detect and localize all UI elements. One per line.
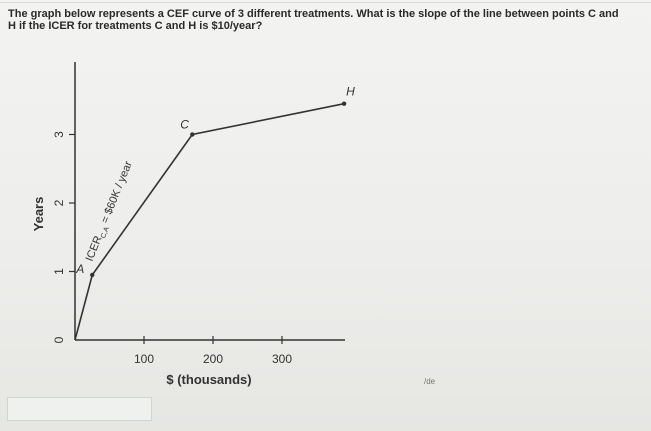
y-tick-label: 1	[52, 268, 66, 275]
y-tick-label: 2	[52, 199, 66, 207]
footer-text: /de	[424, 377, 436, 386]
icer-annotation	[84, 159, 137, 264]
cef-curve	[75, 101, 346, 340]
x-axis-title: $ (thousands)	[166, 372, 252, 387]
y-tick-label: 0	[52, 336, 66, 344]
y-tick-label: 3	[52, 131, 66, 138]
chart-labels	[31, 85, 355, 387]
point-a	[90, 273, 94, 277]
icer-annotation-value: = $60K / year	[97, 159, 135, 228]
icer-annotation-main: ICER	[83, 234, 105, 264]
point-label-h: H	[346, 84, 355, 99]
point-label-a: A	[76, 261, 85, 276]
icer-annotation-subscript: C,A	[99, 226, 111, 240]
x-tick-label: 300	[271, 352, 293, 366]
y-axis-title: Years	[31, 196, 46, 232]
question-line-1: The graph below represents a CEF curve of 3 different treatments. What is the slope of the line between points C and	[8, 8, 619, 20]
question-line-2: H if the ICER for treatments C and H is $10/year?	[8, 20, 263, 32]
point-c	[190, 132, 194, 136]
answer-input[interactable]	[7, 397, 152, 421]
cef-curve-line	[75, 104, 344, 340]
point-h	[342, 101, 346, 105]
point-label-c: C	[180, 117, 189, 132]
x-tick-label: 200	[202, 352, 224, 366]
x-tick-label: 100	[133, 352, 155, 366]
